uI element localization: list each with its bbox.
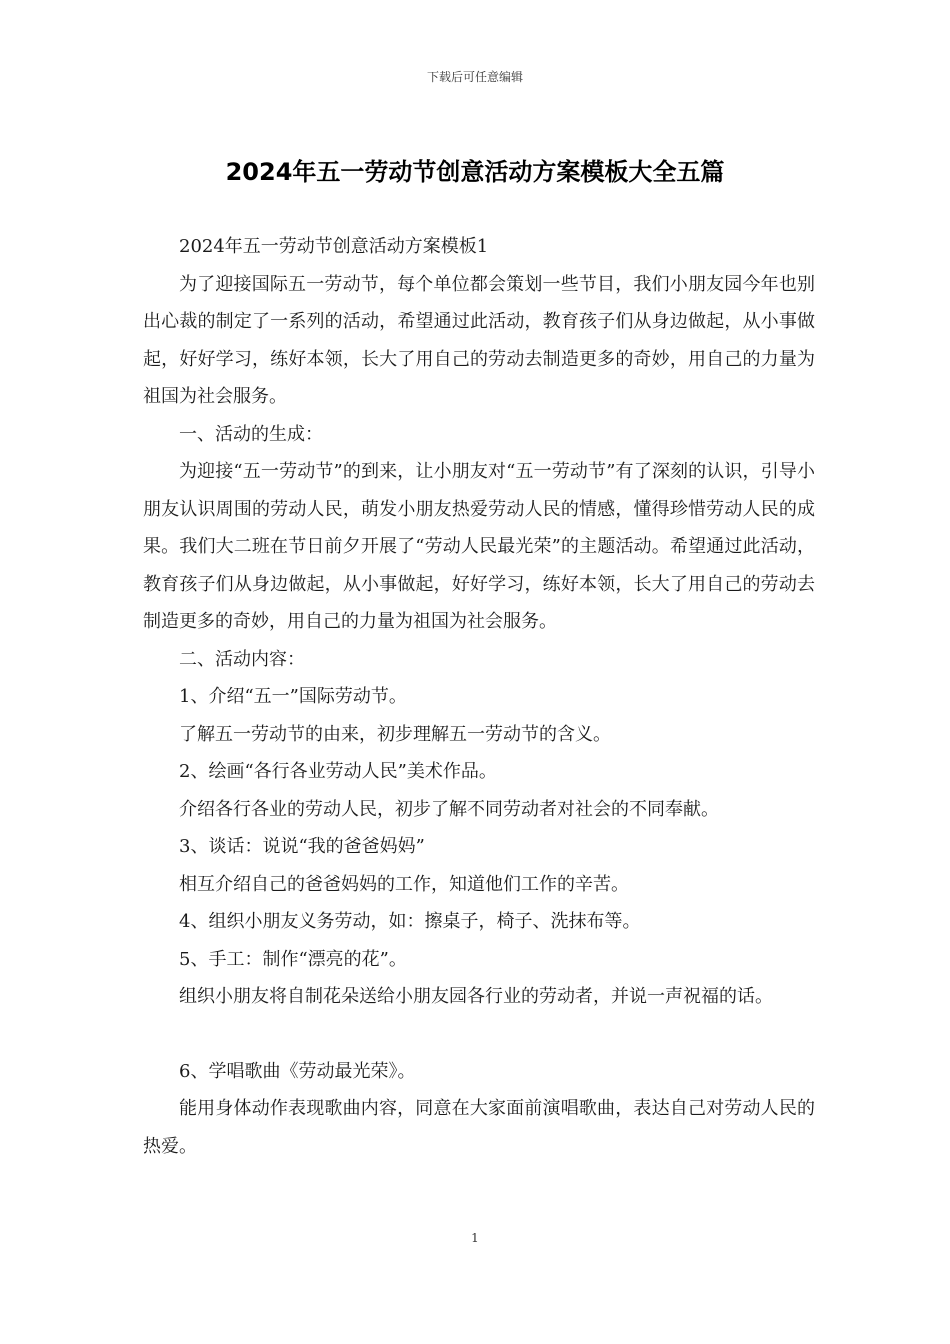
section-heading: 一、活动的生成： <box>179 423 323 445</box>
section-heading: 二、活动内容： <box>179 648 305 670</box>
paragraph: 介绍各行各业的劳动人民，初步了解不同劳动者对社会的不同奉献。 <box>179 798 719 820</box>
list-item: 6、学唱歌曲《劳动最光荣》。 <box>179 1060 416 1082</box>
list-item: 1、介绍“五一”国际劳动节。 <box>179 686 407 707</box>
paragraph-spacer <box>143 1016 815 1053</box>
header-note: 下载后可任意编辑 <box>426 70 523 84</box>
paragraph: 相互介绍自己的爸爸妈妈的工作，知道他们工作的辛苦。 <box>179 873 629 895</box>
paragraph: 为迎接“五一劳动节”的到来，让小朋友对“五一劳动节”有了深刻的认识，引导小朋友认识周围的劳动人民，萌发小朋友热爱劳动人民的情感，懂得珍惜劳动人民的成果。我们大二班在节日前夕开展了“劳动人民最光荣”的主题活动。希望通过此活动，教育孩子们从身边做起，从小事做起，好好学习，练好本领，长大了用自己的劳动去制造更多的奇妙，用自己的力量为祖国为社会服务。 <box>143 461 815 632</box>
paragraph: 能用身体动作表现歌曲内容，同意在大家面前演唱歌曲，表达自己对劳动人民的热爱。 <box>143 1098 815 1157</box>
page-number: 1 <box>471 1231 479 1245</box>
document-title: 2024年五一劳动节创意活动方案模板大全五篇 <box>225 158 725 186</box>
paragraph: 组织小朋友将自制花朵送给小朋友园各行业的劳动者，并说一声祝福的话。 <box>179 986 773 1007</box>
document-body <box>143 228 815 1165</box>
paragraph: 了解五一劳动节的由来，初步理解五一劳动节的含义。 <box>179 723 611 745</box>
list-item: 2、绘画“各行各业劳动人民”美术作品。 <box>179 761 497 782</box>
list-item: 3、谈话：说说“我的爸爸妈妈” <box>179 836 425 857</box>
list-item: 4、组织小朋友义务劳动，如：擦桌子，椅子、洗抹布等。 <box>179 911 641 932</box>
paragraph: 为了迎接国际五一劳动节，每个单位都会策划一些节目，我们小朋友园今年也别出心裁的制定了一系列的活动，希望通过此活动，教育孩子们从身边做起，从小事做起，好好学习，练好本领，长大了用自己的劳动去制造更多的奇妙，用自己的力量为祖国为社会服务。 <box>143 273 815 407</box>
section-heading: 2024年五一劳动节创意活动方案模板1 <box>179 236 489 257</box>
list-item: 5、手工：制作“漂亮的花”。 <box>179 948 407 970</box>
